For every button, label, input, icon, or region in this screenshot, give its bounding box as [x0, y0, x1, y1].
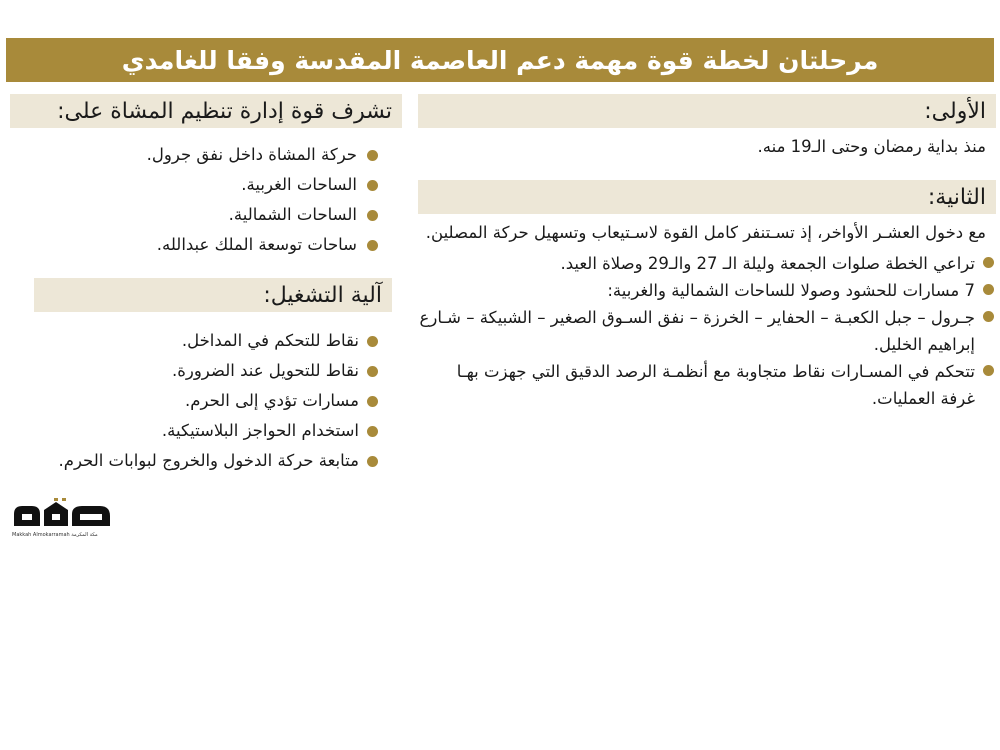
list-item	[418, 250, 994, 277]
list-item-text: 7 مسارات للحشود وصولا للساحات الشمالية والغربية:	[607, 281, 975, 300]
list-item-text: الساحات الغربية.	[241, 175, 357, 194]
list-item-text: استخدام الحواجز البلاستيكية.	[161, 421, 359, 440]
list-item	[418, 277, 994, 304]
phase-two-text: مع دخول العشـر الأواخر، إذ تسـتنفر كامل القوة لاسـتيعاب وتسهيل حركة المصلين.	[425, 223, 986, 242]
list-item	[6, 326, 378, 356]
list-item-text: تتحكم في المسـارات نقاط متجاوبة مع أنظمـة الرصد الدقيق التي جهزت بهـا غرفة العمليات.	[456, 362, 975, 408]
title-banner	[6, 38, 994, 82]
bullet-dot-icon	[367, 240, 378, 251]
list-item-text: حركة المشاة داخل نفق جرول.	[146, 145, 357, 164]
list-item-text: جـرول – جبل الكعبـة – الحفاير – الخرزة – نفق السـوق الصغير – الشبيكة – شـارع إبراهيم الخليل.	[419, 308, 975, 354]
left-column	[6, 94, 404, 476]
bullet-dot-icon	[983, 311, 994, 322]
bullet-dot-icon	[367, 336, 378, 347]
list-item	[6, 356, 378, 386]
bullet-dot-icon	[983, 365, 994, 376]
list-item	[6, 170, 378, 200]
phase-one-text: منذ بداية رمضان وحتى الـ19 منه.	[757, 137, 986, 156]
operation-list	[6, 326, 404, 476]
list-item-text: متابعة حركة الدخول والخروج لبوابات الحرم.	[58, 451, 359, 470]
list-item	[418, 304, 994, 358]
list-item	[6, 416, 378, 446]
bullet-dot-icon	[367, 456, 378, 467]
list-item	[6, 230, 378, 260]
right-column	[418, 94, 996, 412]
list-item-text: تراعي الخطة صلوات الجمعة وليلة الـ 27 والـ29 وصلاة العيد.	[560, 254, 975, 273]
makkah-logo-icon	[12, 496, 112, 532]
phase-two-heading: الثانية:	[418, 180, 996, 214]
list-item-text: نقاط للتحكم في المداخل.	[181, 331, 359, 350]
makkah-logo	[12, 496, 112, 540]
bullet-dot-icon	[983, 257, 994, 268]
supervision-heading: تشرف قوة إدارة تنظيم المشاة على:	[10, 94, 402, 128]
supervision-list	[6, 140, 404, 260]
list-item	[6, 140, 378, 170]
bullet-dot-icon	[983, 284, 994, 295]
list-item-text: مسارات تؤدي إلى الحرم.	[185, 391, 359, 410]
phase-two-list	[418, 250, 996, 412]
page-title: مرحلتان لخطة قوة مهمة دعم العاصمة المقدسة وفقا للغامدي	[121, 45, 879, 75]
list-item-text: ساحات توسعة الملك عبدالله.	[156, 235, 357, 254]
list-item	[6, 200, 378, 230]
list-item	[418, 358, 994, 412]
bullet-dot-icon	[367, 366, 378, 377]
bullet-dot-icon	[367, 210, 378, 221]
list-item-text: نقاط للتحويل عند الضرورة.	[171, 361, 359, 380]
list-item	[6, 446, 378, 476]
phase-one-heading: الأولى:	[418, 94, 996, 128]
list-item	[6, 386, 378, 416]
bullet-dot-icon	[367, 150, 378, 161]
logo-caption: Makkah Almokarramah مكة المكرمة	[12, 532, 98, 538]
list-item-text: الساحات الشمالية.	[228, 205, 357, 224]
bullet-dot-icon	[367, 426, 378, 437]
bullet-dot-icon	[367, 396, 378, 407]
operation-heading: آلية التشغيل:	[34, 278, 392, 312]
bullet-dot-icon	[367, 180, 378, 191]
